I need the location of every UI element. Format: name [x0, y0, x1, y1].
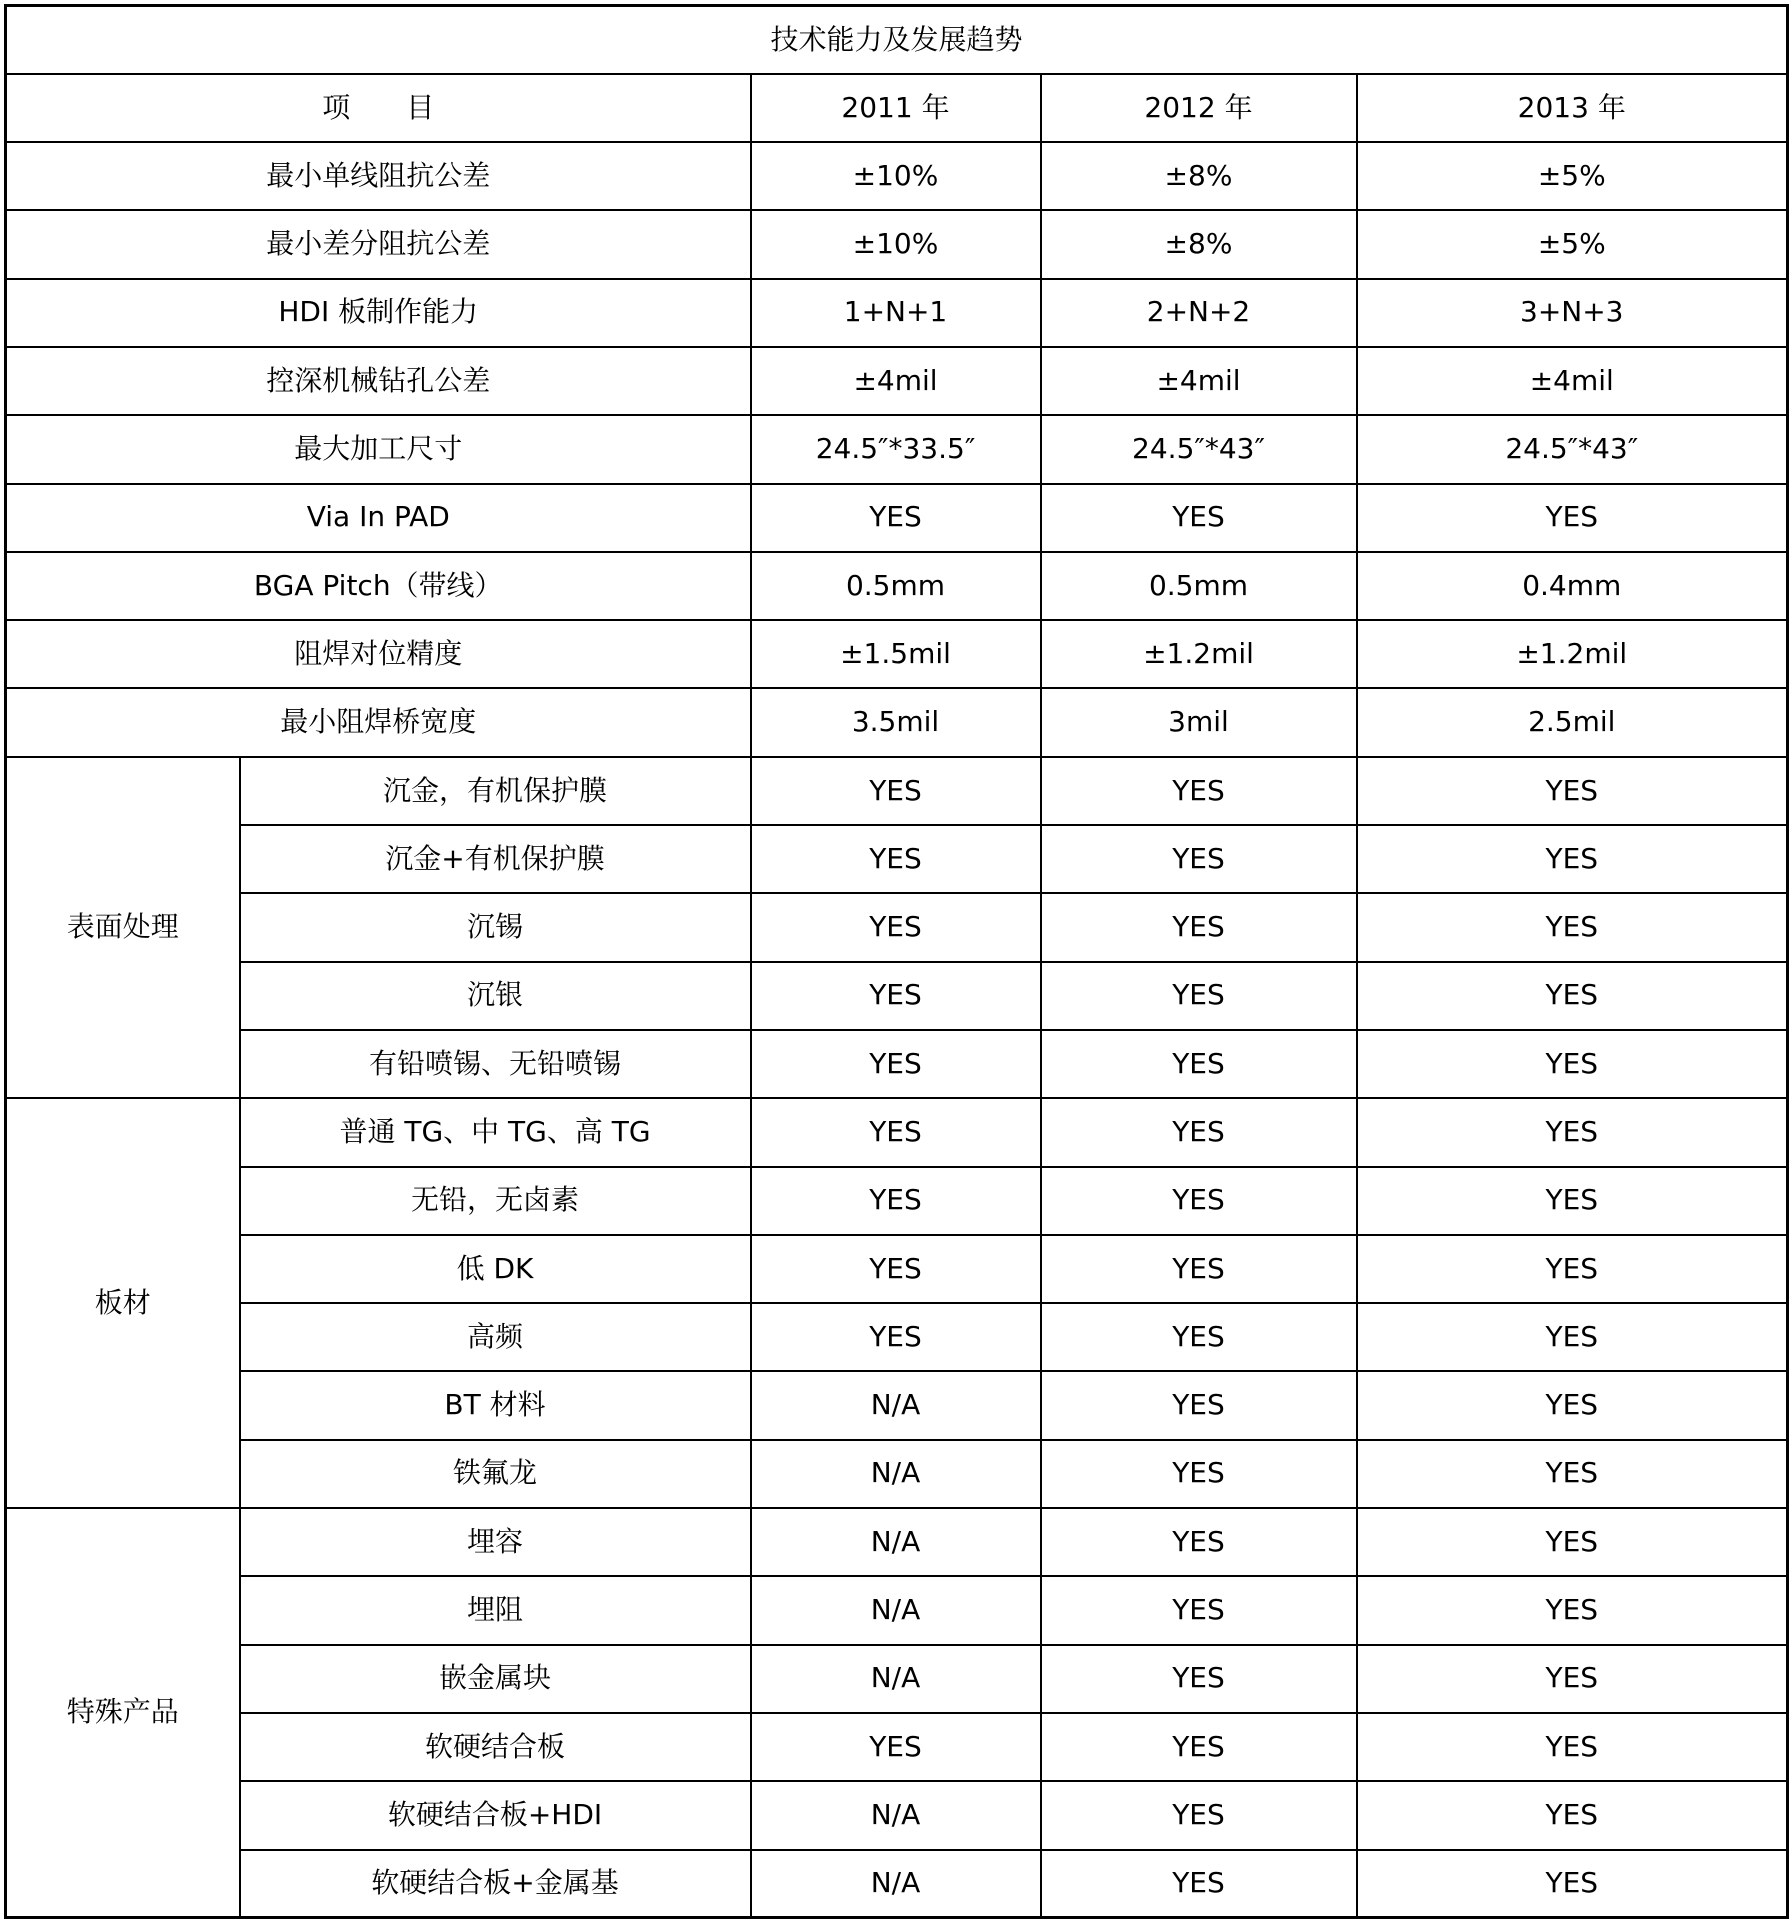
row-value: YES: [1357, 1030, 1788, 1098]
table-row: [6, 1440, 1788, 1508]
row-value: YES: [1041, 1371, 1357, 1439]
row-subitem: 软硬结合板+HDI: [240, 1781, 751, 1849]
row-value: YES: [1357, 1508, 1788, 1576]
table-row: [6, 825, 1788, 893]
table-row: [6, 1235, 1788, 1303]
row-value: ±1.2mil: [1041, 620, 1357, 688]
row-value: 1+N+1: [751, 279, 1041, 347]
row-value: ±1.2mil: [1357, 620, 1788, 688]
row-value: YES: [1041, 1167, 1357, 1235]
row-value: YES: [1041, 1850, 1357, 1918]
row-value: YES: [1357, 484, 1788, 552]
row-value: YES: [751, 962, 1041, 1030]
table-row: [6, 1576, 1788, 1644]
row-value: YES: [1357, 1303, 1788, 1371]
row-value: YES: [1041, 1645, 1357, 1713]
row-value: YES: [1357, 1167, 1788, 1235]
table-row: [6, 893, 1788, 961]
row-value: N/A: [751, 1781, 1041, 1849]
row-value: YES: [1357, 1781, 1788, 1849]
header-item: 项 目: [6, 74, 751, 142]
table-row: [6, 1713, 1788, 1781]
row-value: N/A: [751, 1576, 1041, 1644]
row-item: 最小单线阻抗公差: [6, 142, 751, 210]
row-subitem: 沉金+有机保护膜: [240, 825, 751, 893]
table-row: [6, 142, 1788, 210]
row-value: ±10%: [751, 210, 1041, 278]
table-row: [6, 1645, 1788, 1713]
row-value: N/A: [751, 1440, 1041, 1508]
row-value: ±8%: [1041, 210, 1357, 278]
row-subitem: 嵌金属块: [240, 1645, 751, 1713]
table-row: [6, 1098, 1788, 1166]
row-subitem: 软硬结合板: [240, 1713, 751, 1781]
row-value: YES: [751, 757, 1041, 825]
row-value: YES: [751, 1235, 1041, 1303]
row-subitem: 普通 TG、中 TG、高 TG: [240, 1098, 751, 1166]
row-value: N/A: [751, 1371, 1041, 1439]
row-value: ±4mil: [1041, 347, 1357, 415]
capability-table-body: [6, 6, 1788, 1918]
header-year: 2013 年: [1357, 74, 1788, 142]
row-value: ±4mil: [1357, 347, 1788, 415]
row-value: YES: [751, 1098, 1041, 1166]
row-subitem: 埋阻: [240, 1576, 751, 1644]
row-value: YES: [1041, 1235, 1357, 1303]
row-value: 24.5″*33.5″: [751, 415, 1041, 483]
row-value: YES: [1041, 1508, 1357, 1576]
row-subitem: 沉锡: [240, 893, 751, 961]
row-value: YES: [751, 1167, 1041, 1235]
row-value: YES: [751, 1303, 1041, 1371]
row-subitem: 高频: [240, 1303, 751, 1371]
row-value: ±5%: [1357, 142, 1788, 210]
row-value: 2+N+2: [1041, 279, 1357, 347]
table-row: [6, 757, 1788, 825]
row-value: 2.5mil: [1357, 688, 1788, 756]
table-row: [6, 347, 1788, 415]
row-subitem: 低 DK: [240, 1235, 751, 1303]
row-value: YES: [1041, 757, 1357, 825]
row-value: YES: [751, 1713, 1041, 1781]
table-row: [6, 1303, 1788, 1371]
table-row: [6, 210, 1788, 278]
table-row: [6, 484, 1788, 552]
table-row: [6, 688, 1788, 756]
row-value: ±10%: [751, 142, 1041, 210]
row-value: ±1.5mil: [751, 620, 1041, 688]
row-item: HDI 板制作能力: [6, 279, 751, 347]
row-value: YES: [1041, 1713, 1357, 1781]
table-row: [6, 279, 1788, 347]
table-row: [6, 1508, 1788, 1576]
group-label: 特殊产品: [6, 1508, 240, 1918]
row-value: YES: [751, 484, 1041, 552]
row-item: 最小阻焊桥宽度: [6, 688, 751, 756]
row-subitem: 软硬结合板+金属基: [240, 1850, 751, 1918]
header-year: 2012 年: [1041, 74, 1357, 142]
row-value: YES: [751, 1030, 1041, 1098]
row-value: N/A: [751, 1508, 1041, 1576]
row-value: YES: [1041, 1303, 1357, 1371]
row-value: YES: [1357, 757, 1788, 825]
row-value: YES: [1357, 1235, 1788, 1303]
table-row: [6, 415, 1788, 483]
row-value: YES: [1357, 1371, 1788, 1439]
capability-table: [4, 4, 1789, 1919]
row-value: 24.5″*43″: [1357, 415, 1788, 483]
row-value: YES: [751, 893, 1041, 961]
row-value: YES: [1357, 1576, 1788, 1644]
row-value: 24.5″*43″: [1041, 415, 1357, 483]
row-value: 3mil: [1041, 688, 1357, 756]
row-value: 0.5mm: [751, 552, 1041, 620]
group-label: 板材: [6, 1098, 240, 1508]
row-subitem: BT 材料: [240, 1371, 751, 1439]
row-value: ±8%: [1041, 142, 1357, 210]
table-title: 技术能力及发展趋势: [6, 6, 1788, 74]
group-label: 表面处理: [6, 757, 240, 1098]
row-value: N/A: [751, 1850, 1041, 1918]
row-value: YES: [1041, 893, 1357, 961]
row-subitem: 有铅喷锡、无铅喷锡: [240, 1030, 751, 1098]
table-row: [6, 1850, 1788, 1918]
row-item: 阻焊对位精度: [6, 620, 751, 688]
row-item: BGA Pitch（带线）: [6, 552, 751, 620]
row-subitem: 沉银: [240, 962, 751, 1030]
row-value: YES: [1041, 484, 1357, 552]
row-item: 最大加工尺寸: [6, 415, 751, 483]
row-value: YES: [1357, 825, 1788, 893]
row-value: YES: [1357, 1645, 1788, 1713]
row-value: YES: [1041, 825, 1357, 893]
row-value: ±4mil: [751, 347, 1041, 415]
table-row: [6, 962, 1788, 1030]
row-value: YES: [1041, 1030, 1357, 1098]
row-value: 0.5mm: [1041, 552, 1357, 620]
table-row: [6, 1167, 1788, 1235]
header-row: [6, 74, 1788, 142]
row-value: YES: [1357, 962, 1788, 1030]
row-value: YES: [1357, 1850, 1788, 1918]
row-item: Via In PAD: [6, 484, 751, 552]
row-value: YES: [1041, 962, 1357, 1030]
row-value: YES: [1357, 893, 1788, 961]
row-subitem: 埋容: [240, 1508, 751, 1576]
row-value: YES: [1041, 1098, 1357, 1166]
row-value: YES: [751, 825, 1041, 893]
row-value: YES: [1357, 1440, 1788, 1508]
row-value: YES: [1041, 1781, 1357, 1849]
row-subitem: 铁氟龙: [240, 1440, 751, 1508]
row-value: 0.4mm: [1357, 552, 1788, 620]
table-row: [6, 1030, 1788, 1098]
row-item: 控深机械钻孔公差: [6, 347, 751, 415]
row-value: YES: [1357, 1713, 1788, 1781]
table-row: [6, 1781, 1788, 1849]
row-value: ±5%: [1357, 210, 1788, 278]
row-value: YES: [1041, 1576, 1357, 1644]
row-value: N/A: [751, 1645, 1041, 1713]
row-value: 3.5mil: [751, 688, 1041, 756]
row-value: 3+N+3: [1357, 279, 1788, 347]
table-row: [6, 620, 1788, 688]
table-row: [6, 1371, 1788, 1439]
row-subitem: 无铅，无卤素: [240, 1167, 751, 1235]
row-subitem: 沉金，有机保护膜: [240, 757, 751, 825]
row-value: YES: [1041, 1440, 1357, 1508]
row-value: YES: [1357, 1098, 1788, 1166]
table-row: [6, 552, 1788, 620]
row-item: 最小差分阻抗公差: [6, 210, 751, 278]
title-row: [6, 6, 1788, 74]
header-year: 2011 年: [751, 74, 1041, 142]
